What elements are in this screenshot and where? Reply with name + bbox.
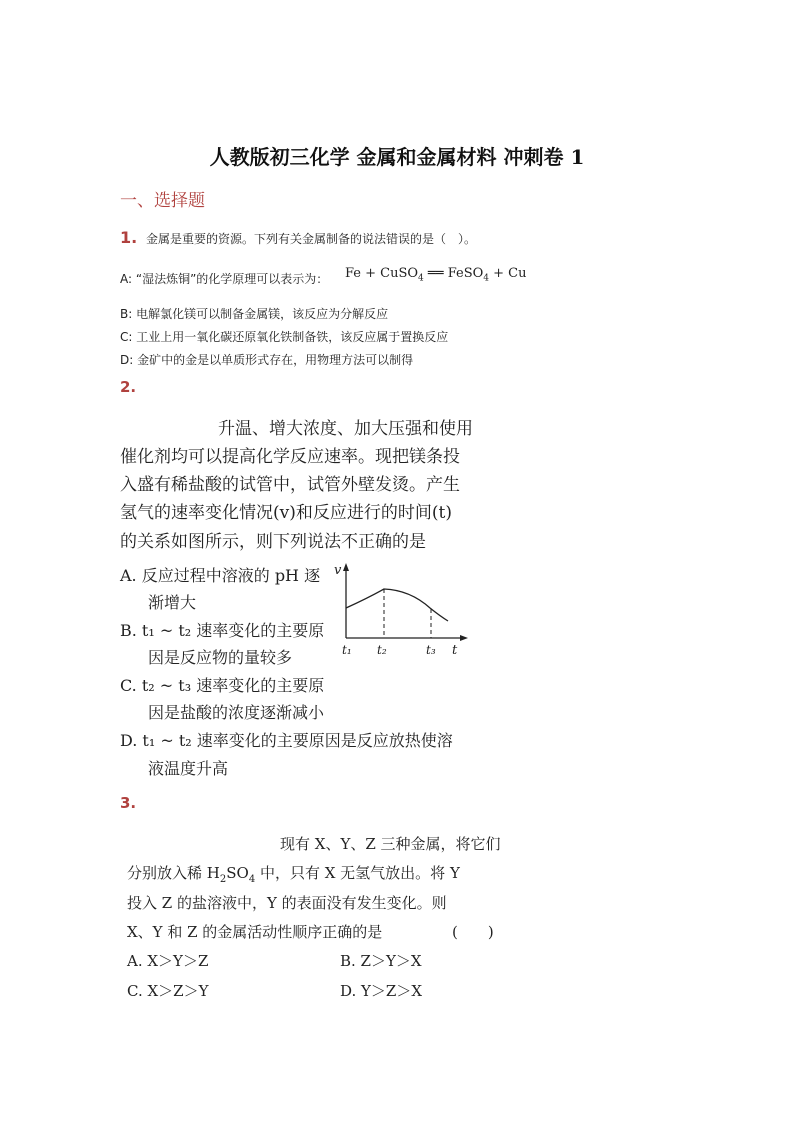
chemical-equation: Fe + CuSO$_4$ ══ FeSO$_4$ + Cu (345, 266, 527, 284)
y-axis-label: v (334, 563, 342, 578)
question-2-line: 升温、增大浓度、加大压强和使用 (218, 419, 473, 439)
question-2-option-b: B. t₁ ~ t₂ 速率变化的主要原 (120, 621, 325, 640)
t3-label: t₃ (426, 643, 436, 657)
question-2-option-d: D. t₁ ~ t₂ 速率变化的主要原因是反应放热使溶 (120, 731, 453, 750)
question-2-option-c-cont: 因是盐酸的浓度逐渐减小 (148, 703, 325, 722)
question-1-option-b: B: 电解氯化镁可以制备金属镁，该反应为分解反应 (120, 307, 389, 321)
question-2-line: 催化剂均可以提高化学反应速率。现把镁条投 (120, 447, 460, 467)
question-3-number: 3. (120, 794, 137, 812)
section-heading: 一、选择题 (120, 191, 205, 211)
page-title: 人教版初三化学 金属和金属材料 冲刺卷 1 (209, 145, 585, 169)
rate-time-graph (330, 560, 480, 660)
question-2-option-c: C. t₂ ~ t₃ 速率变化的主要原 (120, 676, 325, 695)
question-1-option-d: D: 金矿中的金是以单质形式存在，用物理方法可以制得 (120, 353, 414, 367)
question-3-option-c: C. X＞Z＞Y (127, 982, 209, 1000)
question-2-line: 的关系如图所示，则下列说法不正确的是 (120, 532, 426, 552)
question-1-stem: 金属是重要的资源。下列有关金属制备的说法错误的是（ ）。 (146, 232, 477, 246)
question-2-option-a: A. 反应过程中溶液的 pH 逐 (120, 566, 321, 585)
question-1-option-c: C: 工业上用一氧化碳还原氧化铁制备铁，该反应属于置换反应 (120, 330, 449, 344)
question-2-option-d-cont: 液温度升高 (148, 759, 229, 778)
question-2-line: 入盛有稀盐酸的试管中，试管外壁发烫。产生 (120, 475, 460, 495)
t1-label: t₁ (342, 643, 352, 657)
x-axis-label: t (452, 643, 458, 658)
question-3-line-2: 分别放入稀 $H_2SO_4$ 中，只有 X 无氢气放出。将 Y (127, 864, 460, 885)
question-2-option-b-cont: 因是反应物的量较多 (148, 648, 293, 667)
question-3-option-d: D. Y＞Z＞X (340, 982, 423, 1000)
question-1-number: 1. (120, 228, 138, 247)
question-2-option-a-cont: 渐增大 (148, 593, 197, 612)
t2-label: t₂ (377, 643, 387, 657)
question-2-number: 2. (120, 378, 137, 396)
y-axis-arrow (343, 563, 349, 571)
x-axis-arrow (460, 635, 468, 641)
question-3-answer-paren: ( ) (452, 923, 494, 941)
question-3-line-1: 现有 X、Y、Z 三种金属，将它们 (280, 835, 501, 853)
question-3-option-a: A. X＞Y＞Z (127, 952, 209, 970)
question-2-line: 氢气的速率变化情况(v)和反应进行的时间(t) (120, 503, 452, 523)
question-3-line-4: X、Y 和 Z 的金属活动性顺序正确的是 (127, 923, 383, 941)
question-1-option-a: A: “湿法炼铜”的化学原理可以表示为： (120, 272, 329, 286)
question-3-option-b: B. Z＞Y＞X (340, 952, 422, 970)
question-3-line-3: 投入 Z 的盐溶液中，Y 的表面没有发生变化。则 (127, 894, 447, 912)
rate-curve (346, 589, 448, 621)
